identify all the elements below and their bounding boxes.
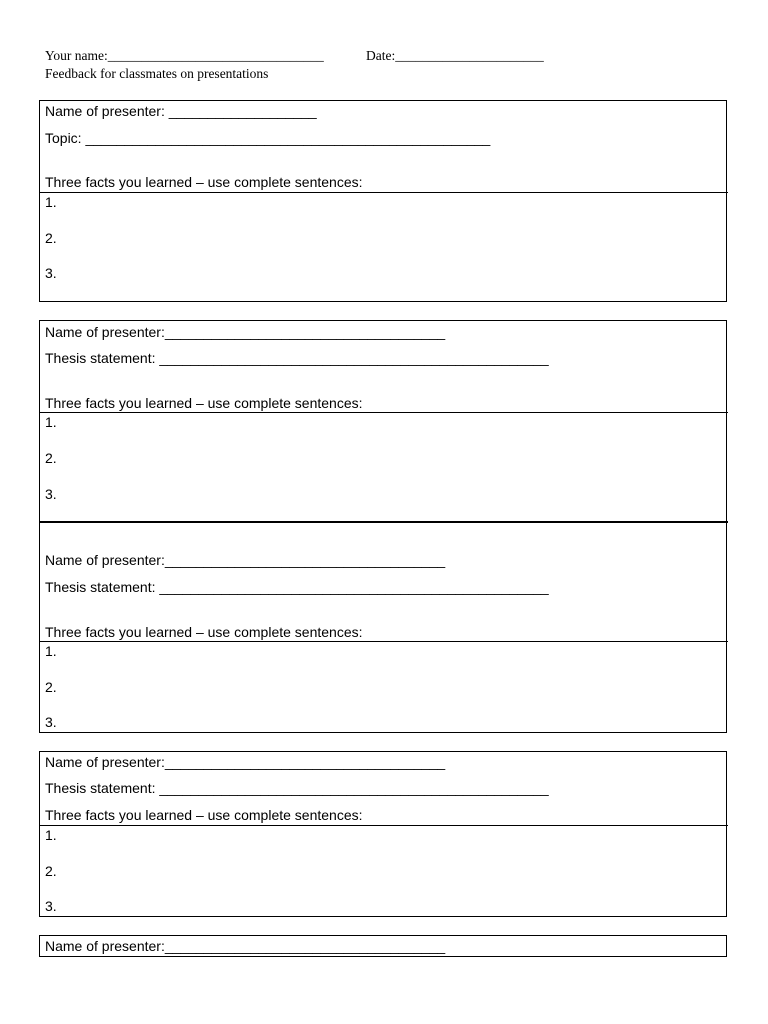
section-2-3-separator xyxy=(39,521,728,523)
section-5-presenter: Name of presenter:____________________________________ xyxy=(45,938,446,954)
section-1-item-2: 2. xyxy=(45,230,57,246)
section-3-item-3: 3. xyxy=(45,714,57,730)
section-4-thesis: Thesis statement: __________________________________________________ xyxy=(45,780,549,796)
section-2-item-3: 3. xyxy=(45,486,57,502)
section-4-item-3: 3. xyxy=(45,898,57,914)
section-1-facts-heading: Three facts you learned – use complete sentences: xyxy=(45,174,363,190)
section-2-presenter: Name of presenter:____________________________________ xyxy=(45,324,446,340)
section-2-thesis: Thesis statement: __________________________________________________ xyxy=(45,350,549,366)
section-3-divider xyxy=(39,641,728,642)
section-3-facts-heading: Three facts you learned – use complete sentences: xyxy=(45,624,363,640)
section-4-divider xyxy=(39,825,728,826)
section-4-item-1: 1. xyxy=(45,827,57,843)
section-2-facts-heading: Three facts you learned – use complete sentences: xyxy=(45,395,363,411)
section-2-divider xyxy=(39,412,728,413)
section-1-item-3: 3. xyxy=(45,265,57,281)
feedback-section-4 xyxy=(39,751,727,917)
section-1-divider xyxy=(39,192,728,193)
section-1-item-1: 1. xyxy=(45,194,57,210)
section-4-facts-heading: Three facts you learned – use complete sentences: xyxy=(45,807,363,823)
section-3-thesis: Thesis statement: __________________________________________________ xyxy=(45,579,549,595)
feedback-section-2-3 xyxy=(39,320,727,733)
section-3-item-1: 1. xyxy=(45,643,57,659)
section-1-presenter: Name of presenter: ___________________ xyxy=(45,103,317,119)
page-subtitle: Feedback for classmates on presentations xyxy=(45,66,269,81)
section-2-item-2: 2. xyxy=(45,450,57,466)
your-name-field: Your name:________________________________ xyxy=(45,48,324,63)
section-2-item-1: 1. xyxy=(45,414,57,430)
section-4-presenter: Name of presenter:____________________________________ xyxy=(45,754,446,770)
section-3-item-2: 2. xyxy=(45,679,57,695)
section-4-item-2: 2. xyxy=(45,863,57,879)
section-1-topic: Topic: ____________________________________________________ xyxy=(45,130,491,146)
section-3-presenter: Name of presenter:____________________________________ xyxy=(45,552,446,568)
date-field: Date:______________________ xyxy=(366,48,544,63)
